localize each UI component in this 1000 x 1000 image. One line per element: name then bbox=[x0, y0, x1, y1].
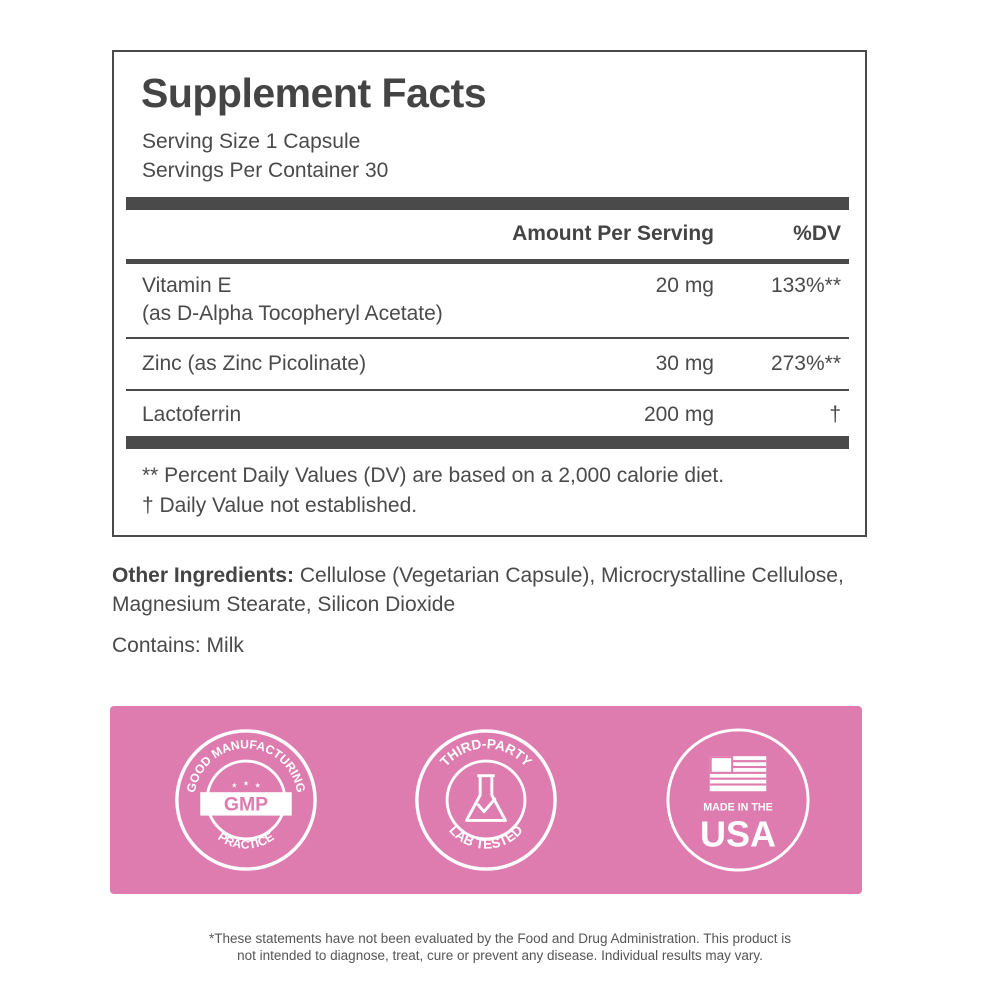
svg-text:★: ★ bbox=[254, 782, 261, 790]
nutrient-dv: † bbox=[829, 403, 841, 426]
nutrient-dv: 133%** bbox=[770, 274, 841, 297]
facts-title: Supplement Facts bbox=[141, 70, 487, 116]
gmp-center-text: GMP bbox=[223, 793, 269, 816]
dv-not-established-footnote: † Daily Value not established. bbox=[142, 494, 418, 517]
other-ingredients-text: Cellulose (Vegetarian Capsule), Microcrystalline Cellulose, Magnesium Stearate, Silicon Dioxide bbox=[112, 564, 844, 616]
svg-text:★: ★ bbox=[242, 780, 250, 788]
lab-top-text: THIRD-PARTY bbox=[437, 736, 535, 770]
servings-per-container: Servings Per Container 30 bbox=[142, 159, 389, 182]
divider-medium bbox=[126, 259, 849, 264]
us-flag-icon bbox=[710, 756, 766, 791]
usa-big-text: USA bbox=[699, 813, 777, 855]
made-in-usa-seal-icon bbox=[665, 727, 811, 873]
divider-thick bbox=[126, 436, 849, 449]
amount-per-serving-header: Amount Per Serving bbox=[512, 222, 714, 245]
svg-text:PRACTICE bbox=[215, 829, 276, 851]
other-ingredients bbox=[112, 561, 872, 619]
row-divider bbox=[126, 389, 849, 391]
nutrient-name: Zinc (as Zinc Picolinate) bbox=[142, 352, 367, 375]
nutrient-name: Lactoferrin bbox=[142, 403, 242, 426]
allergen-statement: Contains: Milk bbox=[112, 634, 244, 657]
usa-small-text: MADE IN THE bbox=[703, 801, 773, 814]
lab-tested-seal-icon bbox=[413, 727, 559, 873]
dv-header: %DV bbox=[793, 222, 841, 245]
supplement-facts-panel bbox=[112, 50, 867, 537]
row-divider bbox=[126, 337, 849, 339]
fda-disclaimer bbox=[100, 930, 900, 964]
disclaimer-line-1: *These statements have not been evaluated by the Food and Drug Administration. This product is bbox=[208, 931, 792, 946]
nutrient-amount: 20 mg bbox=[655, 274, 714, 297]
nutrient-name: Vitamin E (as D-Alpha Tocopheryl Acetate) bbox=[142, 274, 443, 325]
certification-badge-panel bbox=[110, 706, 862, 894]
svg-text:★: ★ bbox=[231, 782, 238, 790]
divider-thick bbox=[126, 197, 849, 210]
gmp-bottom-text: PRACTICE bbox=[215, 829, 277, 852]
disclaimer-line-2: not intended to diagnose, treat, cure or prevent any disease. Individual results may vary. bbox=[237, 948, 763, 963]
dv-footnote: ** Percent Daily Values (DV) are based on a 2,000 calorie diet. bbox=[142, 464, 725, 487]
flask-icon bbox=[467, 776, 506, 821]
gmp-seal-icon bbox=[173, 727, 319, 873]
serving-size: Serving Size 1 Capsule bbox=[142, 130, 361, 153]
gmp-top-text: GOOD MANUFACTURING bbox=[183, 737, 309, 794]
nutrient-dv: 273%** bbox=[770, 352, 841, 375]
svg-text:LAB TESTED bbox=[446, 822, 525, 851]
other-ingredients-label: Other Ingredients: bbox=[112, 564, 295, 587]
nutrient-amount: 200 mg bbox=[643, 403, 714, 426]
lab-bottom-text: LAB TESTED bbox=[446, 822, 526, 852]
nutrient-amount: 30 mg bbox=[655, 352, 714, 375]
